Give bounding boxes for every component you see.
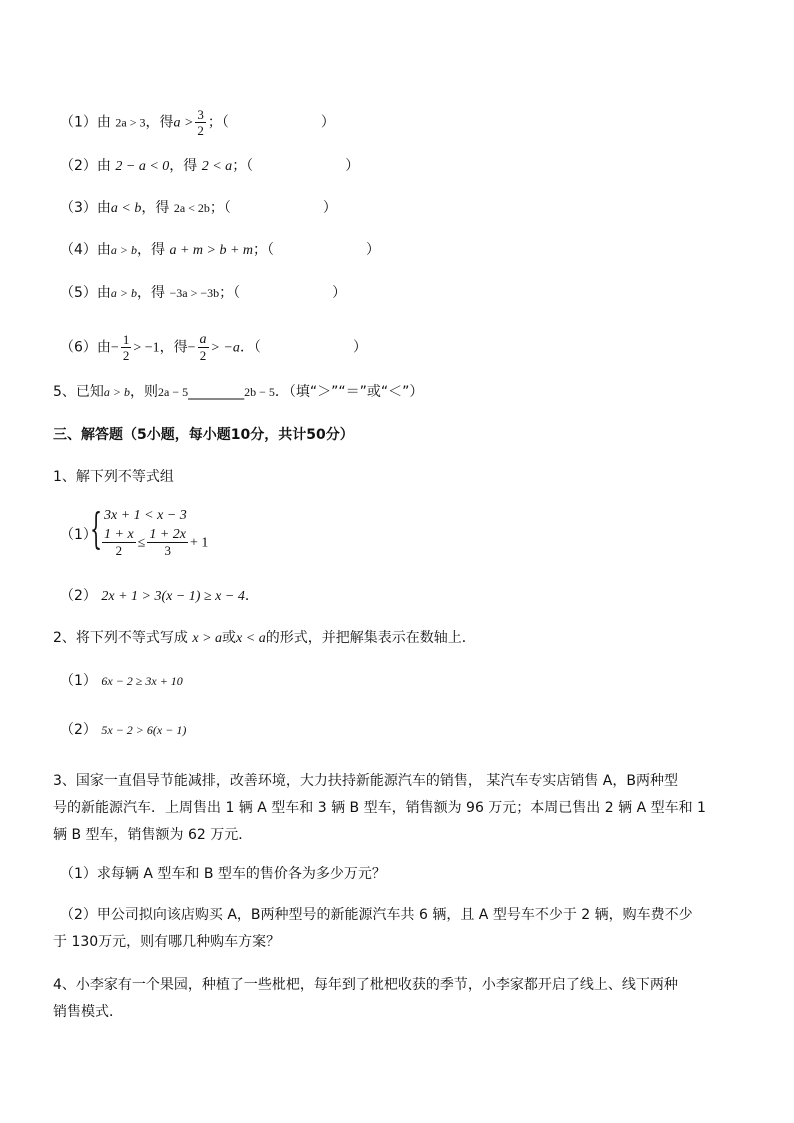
inequality-system [60,506,260,566]
math-expression: 2b − 5 [244,385,275,399]
item-number: （1） [60,527,97,543]
question-text: 2、将下列不等式写成 [53,630,188,646]
math-result: −3a > −3b [169,286,220,300]
judge-item-3 [60,198,337,219]
math-expression: 5x − 2 > 6(x − 1) [101,723,187,737]
question-5 [53,382,423,402]
problem-3-line-3: 辆 B 型车，销售额为 62 万元． [53,827,253,843]
item-text: ，得 [141,200,170,216]
item-text: 由 [96,242,111,258]
item-text: 由 [96,200,111,216]
fraction: $\frac{1 + x}{2}$ [104,527,134,558]
item-number: （2） [60,722,97,738]
item-text: 由 [96,339,111,356]
item-text: ． [244,588,259,604]
section-heading: 三、解答题（5小题，每小题10分，共计50分） [53,427,354,443]
left-brace-icon: { [90,504,103,553]
math-condition: a < b [110,201,142,216]
problem-3-part-2-line-1: （2）甲公司拟向该店购买 A，B两种型号的新能源汽车共 6 辆，且 A 型号车不少于 2 辆，购车费不少 [60,907,693,923]
judge-item-5 [60,283,346,303]
item-number: （5） [60,285,97,301]
math-sign: − [110,340,119,356]
item-text: ，得 [137,285,166,301]
item-number: （4） [60,242,97,258]
problem-3-part-1: （1）求每辆 A 型车和 B 型车的售价各为多少万元？ [60,866,386,882]
math-operator: ≤ [137,535,146,551]
item-text: ，得 [145,114,174,131]
math-expression: 2a − 5 [158,385,189,399]
math-condition: > −1 [133,340,160,356]
item-text: ） [320,114,335,131]
math-result: a + m > b + m [169,243,254,258]
item-text: ，得 [137,242,166,258]
problem-3-part-2-line-2: 于 130万元，则有哪几种购车方案？ [53,934,281,950]
judge-item-6 [60,332,367,363]
item-text: ．（ [239,339,261,356]
item-number: （2） [60,588,97,604]
math-expression: + 1 [190,535,209,551]
item-text: 由 [96,285,111,301]
item-number: （3） [60,200,97,216]
item-text: ，得 [159,339,188,356]
fraction: $\frac{a}{2}$ [199,332,207,363]
problem-1-part-2 [60,586,259,607]
question-text: 5、已知 [53,384,104,400]
item-text: ；（ [232,158,254,174]
problem-4-line-2: 销售模式． [53,1004,123,1020]
problem-2-part-1 [60,671,183,691]
problem-2-title [53,628,476,649]
problem-4-line-1: 4、小李家有一个果园，种植了一些枇杷，每年到了枇杷收获的季节，小李家都开启了线上、线下两种 [53,977,678,993]
item-text: ） [332,285,347,301]
item-text: ） [345,158,360,174]
problem-3-line-2: 号的新能源汽车．上周售出 1 辆 A 型车和 3 辆 B 型车，销售额为 96 万元；本周已售出 2 辆 A 型车和 1 [53,800,706,816]
math-condition: 2a > 3 [115,115,146,130]
item-text: ；（ [219,285,241,301]
system-row-1: 3x + 1 < x − 3 [104,508,187,523]
item-text: 由 [96,114,111,131]
item-text: ） [352,339,367,356]
judge-item-1 [60,107,335,138]
problem-1-title: 1、解下列不等式组 [53,469,174,485]
answer-blank[interactable]: ________ [188,384,245,400]
item-text: ；（ [209,200,231,216]
math-expression: 2x + 1 > 3(x − 1) ≥ x − 4 [101,589,245,604]
item-number: （1） [60,673,97,689]
math-result: a > [173,115,194,131]
fraction: $\frac{1 + 2x}{3}$ [149,527,187,558]
math-result: 2a < 2b [173,201,210,215]
problem-3-line-1: 3、国家一直倡导节能减排，改善环境，大力扶持新能源汽车的销售， 某汽车专实店销售 A，B两种型 [53,773,678,789]
fraction: $\frac{1}{2}$ [122,332,130,363]
item-number: （2） [60,158,97,174]
question-text: 或 [222,630,237,646]
question-text: 的形式，并把解集表示在数轴上． [265,630,476,646]
item-text: ，得 [169,158,198,174]
math-condition: 2 − a < 0 [115,159,170,174]
math-sign: − [187,340,196,356]
judge-item-4 [60,240,380,261]
item-text: 由 [96,158,111,174]
math-result: 2 < a [201,159,233,174]
math-condition: a > b [110,243,138,257]
item-text: ；（ [253,242,275,258]
math-expression: x > a [192,631,223,646]
item-number: （6） [60,339,97,356]
question-text: ，则 [130,384,159,400]
math-expression: x < a [236,631,266,646]
judge-item-2 [60,156,359,177]
item-text: ；（ [207,114,229,131]
math-expression: 6x − 2 ≥ 3x + 10 [101,674,183,688]
question-text: ．（填“＞”“＝”或“＜”） [274,384,424,400]
math-condition: a > b [103,385,131,399]
fraction: $\frac{3}{2}$ [197,107,204,138]
math-result: > −a [210,340,240,356]
math-condition: a > b [110,286,138,300]
item-text: ） [366,242,381,258]
item-text: ） [322,200,337,216]
problem-2-part-2 [60,720,186,740]
item-number: （1） [60,114,97,131]
system-row-2 [100,527,208,558]
